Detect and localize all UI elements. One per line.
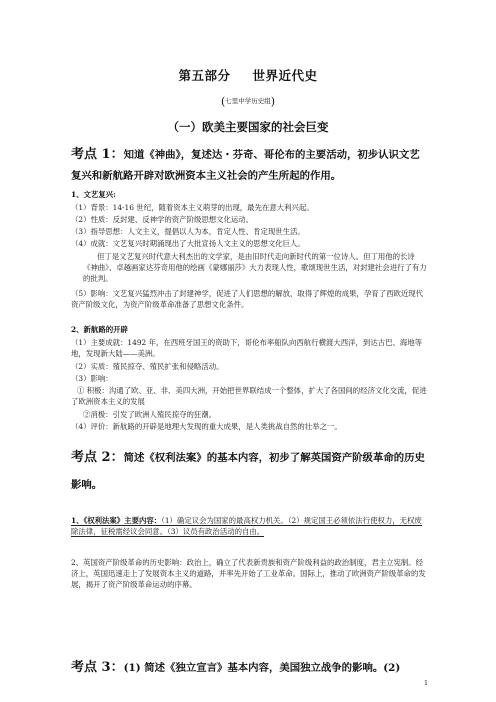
bill-label: 1、《权利法案》主要内容： [71,516,162,525]
renaissance-item: （2）性质：反封建、反神学的资产阶级思想文化运动。 [71,215,254,224]
key-point-3-label: 考点 3： [71,660,124,675]
renaissance-item: （5）影响：文艺复兴猛烈冲击了封建神学，促进了人们思想的解放，取得了辉煌的成果，孕育了西欧近现代资产阶级文化，为资产阶级革命准备了思想文化条件。 [71,289,424,309]
bill-text: （1）确定议会为国家的最高权力机关。（2）规定国王必须依法行使权力，无权废除法律，征税需经议会同意。（3）议员有政治活动的自由。 [71,516,422,536]
bill-impact: 2、英国资产阶级革命的历史影响：政治上，确立了代表新贵族和资产阶级利益的政治制度，君主立宪制。经济上，英国迅速走上了发展资本主义的道路，并率先开始了工业革命。国际上，推动了欧洲资产阶级革命的发展，揭开了资产阶级革命运动的序幕。 [71,558,426,589]
new-route-item: （1）主要成就：1492 年，在西班牙国王的资助下，哥伦布率船队向西航行横渡大西洋，到达古巴、海地等地，发现新大陆——美洲。 [71,338,423,358]
page-number: 1 [424,680,428,687]
new-route-item: （2）实质：殖民掠夺、殖民扩张和侵略活动。 [71,362,224,371]
key-point-3 [71,657,431,679]
key-point-2-text: 简述《权利法案》的基本内容，初步了解英国资产阶级革命的历史影响。 [71,452,425,491]
key-point-1-label: 考点 1： [71,147,124,162]
subtitle-text: 七里中学历史组 [225,97,271,105]
renaissance-item: 但丁是文艺复兴时代意大利杰出的文学家，是由旧时代走向新时代的第一位诗人。但丁用他的长诗《神曲》、卓越画家达芬奇用他的绘画《蒙娜丽莎》大力表现人性，歌颂现世生活，对封建社会进行了有力的批判。 [83,252,427,283]
key-point-2-label: 考点 2： [71,450,124,465]
new-route-item: ②消极：引发了欧洲人殖民掠夺的狂潮。 [83,410,217,419]
renaissance-item: （3）指导思想：人文主义，提倡以人为本，肯定人性、肯定现世生活。 [71,227,305,236]
key-point-2 [71,444,427,499]
page-title [0,66,496,84]
renaissance-item: （1）背景：14-16 世纪，随着资本主义萌芽的出现，最先在意大利兴起。 [71,203,314,212]
renaissance-heading: 1、文艺复兴: [71,190,116,199]
key-point-1-text: 知道《神曲》，复述达・芬奇、哥伦布的主要活动，初步认识文艺复兴和新航路开辟对欧洲资本主义社会的产生所起的作用。 [71,149,420,182]
part-label: 第五部分 [178,68,231,83]
renaissance-item: （4）成就：文艺复兴时期涌现出了大批宣扬人文主义的思想文化巨人。 [71,239,305,248]
new-route-item: （4）评价：新航路的开辟是地理大发现的重大成果，是人类挑战自然的壮举之一。 [71,422,342,431]
key-point-3-text: (1) 简述《独立宣言》基本内容，美国独立战争的影响。(2) [123,662,401,674]
section-title: （一）欧美主要国家的社会巨变 [167,120,329,134]
subtitle: (七里中学历史组) [220,95,276,108]
key-point-1 [71,144,427,187]
new-route-item: ① 积极：沟通了欧、亚、非、美四大洲，开始把世界联结成一个整体，扩大了各国间的经济文化交流，促进了欧洲资本主义的发展 [71,386,427,406]
bill-of-rights-content [71,515,427,537]
part-name: 世界近代史 [252,68,318,83]
new-route-item: （3）影响： [71,374,113,383]
new-route-heading: 2、新航路的开辟 [71,325,128,334]
